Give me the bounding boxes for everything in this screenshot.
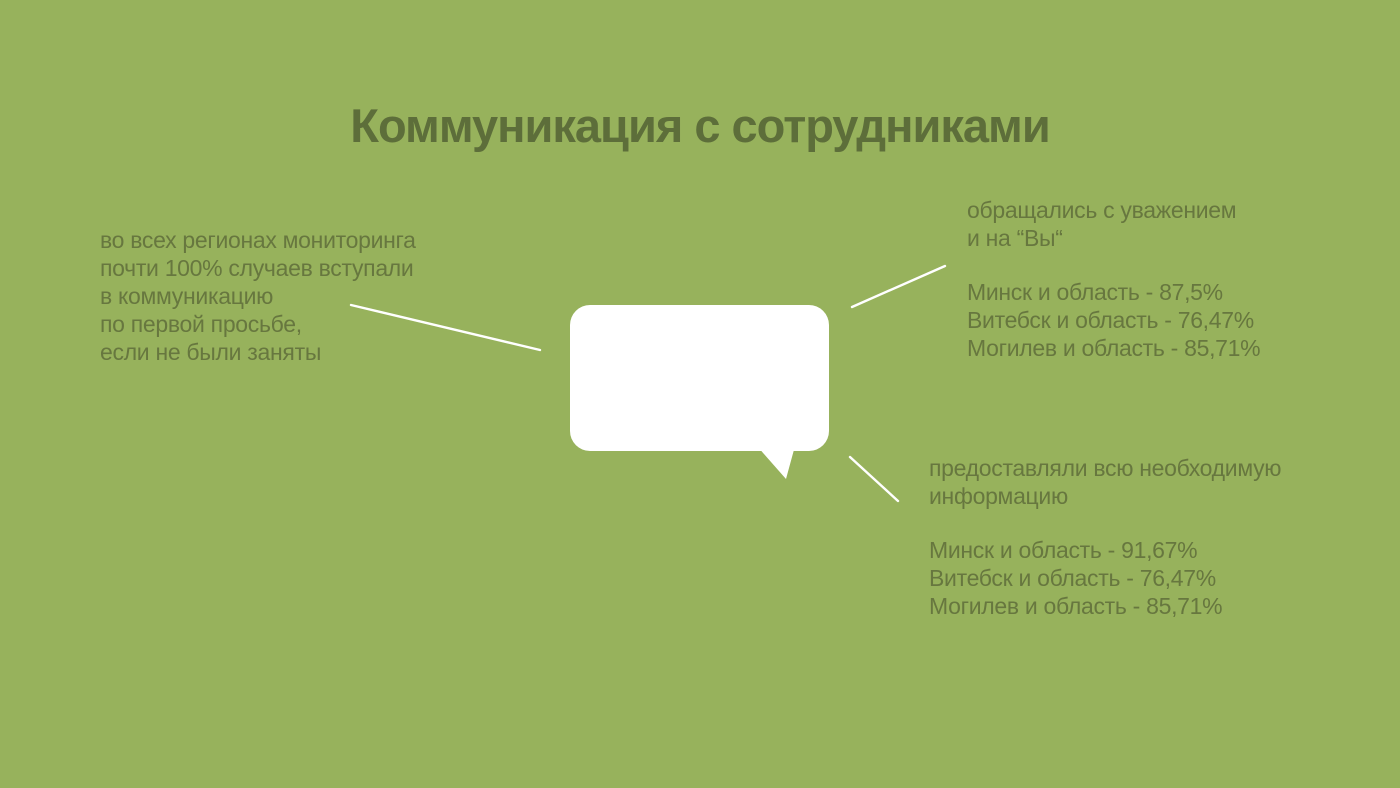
stat-line: Витебск и область - 76,47%	[967, 307, 1254, 333]
callout-left-line: почти 100% случаев вступали	[100, 255, 414, 281]
stat-line: Могилев и область - 85,71%	[929, 593, 1223, 619]
stat-line: Могилев и область - 85,71%	[967, 335, 1261, 361]
connector-line-bottom-right	[850, 457, 898, 501]
callout-bottom-right-heading	[929, 454, 1281, 510]
speech-bubble-icon	[570, 305, 829, 451]
callout-heading-line: обращались с уважением	[967, 197, 1237, 223]
callout-bottom-right-stats	[929, 536, 1281, 620]
callout-bottom-right	[929, 454, 1281, 620]
callout-top-right	[967, 196, 1260, 362]
callout-left-line: если не были заняты	[100, 339, 322, 365]
slide-title: Коммуникация с сотрудниками	[350, 99, 1050, 152]
callout-top-right-heading	[967, 196, 1260, 252]
callout-left	[100, 226, 416, 366]
connector-line-top-right	[852, 266, 945, 307]
callout-top-right-stats	[967, 278, 1260, 362]
stat-line: Минск и область - 87,5%	[967, 279, 1223, 305]
callout-left-line: во всех регионах мониторинга	[100, 227, 416, 253]
callout-heading-line: и на “Вы“	[967, 225, 1063, 251]
callout-left-line: в коммуникацию	[100, 283, 274, 309]
stat-line: Минск и область - 91,67%	[929, 537, 1198, 563]
callout-heading-line: информацию	[929, 483, 1068, 509]
callout-left-line: по первой просьбе,	[100, 311, 302, 337]
callout-heading-line: предоставляли всю необходимую	[929, 455, 1282, 481]
stat-line: Витебск и область - 76,47%	[929, 565, 1216, 591]
